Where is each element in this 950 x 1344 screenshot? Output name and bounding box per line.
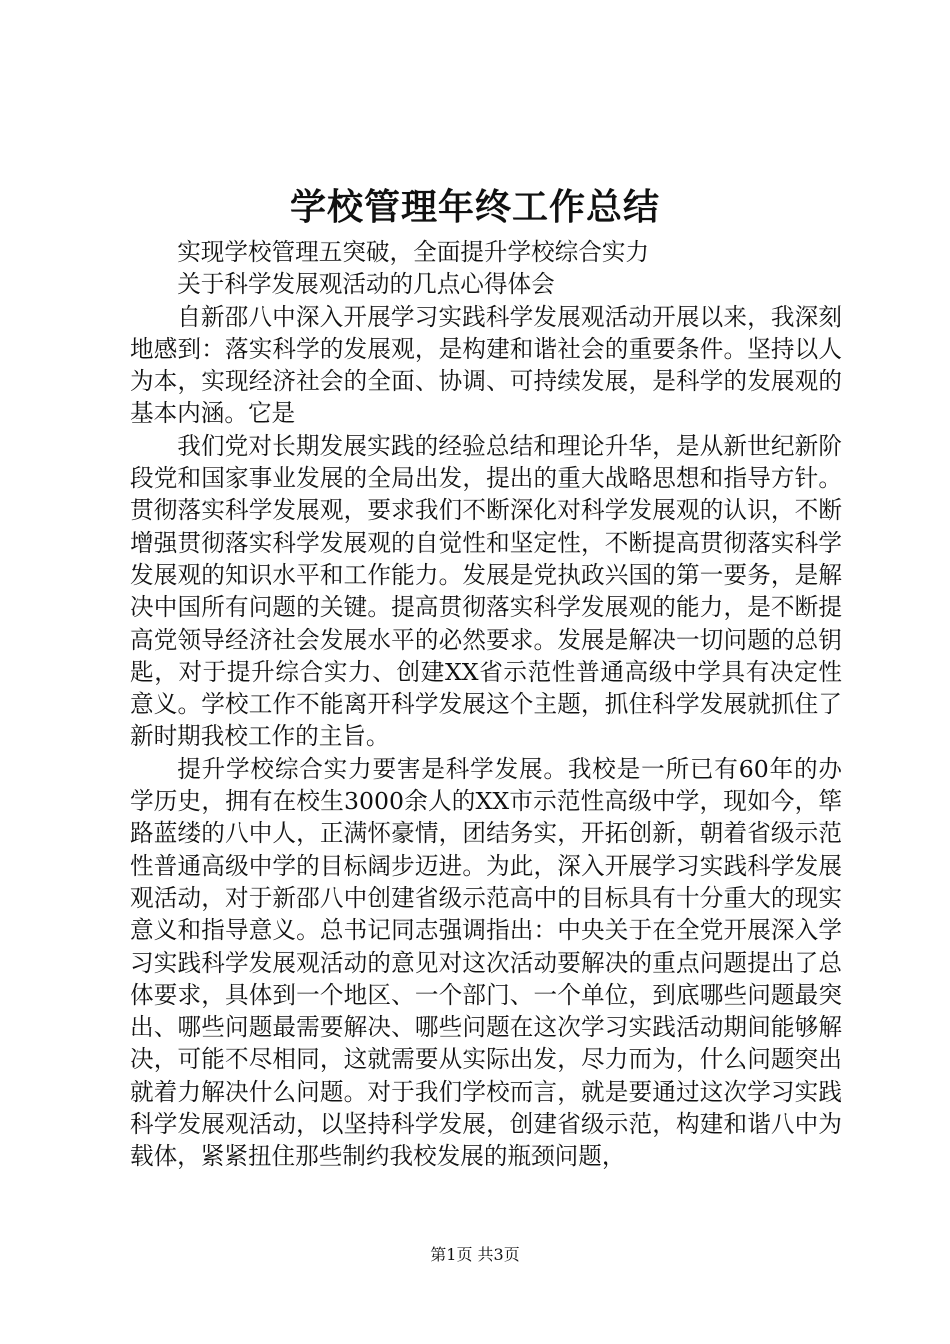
subtitle-line: 实现学校管理五突破，全面提升学校综合实力 (177, 238, 650, 266)
body-paragraph: 自新邵八中深入开展学习实践科学发展观活动开展以来，我深刻地感到：落实科学的发展观，是构建和谐社会的重要条件。坚持以人为本，实现经济社会的全面、协调、可持续发展，是科学的发展观的基本内涵。它是 (130, 302, 842, 428)
document-body (130, 236, 842, 1173)
body-paragraph: 我们党对长期发展实践的经验总结和理论升华，是从新世纪新阶段党和国家事业发展的全局出发，提出的重大战略思想和指导方针。贯彻落实科学发展观，要求我们不断深化对科学发展观的认识，不断增强贯彻落实科学发展观的自觉性和坚定性，不断提高贯彻落实科学发展观的知识水平和工作能力。发展是党执政兴国的第一要务，是解决中国所有问题的关键。提高贯彻落实科学发展观的能力，是不断提高党领导经济社会发展水平的必然要求。发展是解决一切问题的总钥匙，对于提升综合实力、创建XX省示范性普通高级中学具有决定性意义。学校工作不能离开科学发展这个主题，抓住科学发展就抓住了新时期我校工作的主旨。 (130, 431, 842, 751)
document-title: 学校管理年终工作总结 (289, 186, 660, 228)
page-footer: 第1页 共3页 (430, 1245, 520, 1264)
body-paragraph: 提升学校综合实力要害是科学发展。我校是一所已有60年的办学历史，拥有在校生3000余人的XX市示范性高级中学，现如今，筚路蓝缕的八中人，正满怀豪情，团结务实，开拓创新，朝着省级示范性普通高级中学的目标阔步迈进。为此，深入开展学习实践科学发展观活动，对于新邵八中创建省级示范高中的目标具有十分重大的现实意义和指导意义。总书记同志强调指出：中央关于在全党开展深入学习实践科学发展观活动的意见对这次活动要解决的重点问题提出了总体要求，具体到一个地区、一个部门、一个单位，到底哪些问题最突出、哪些问题最需要解决、哪些问题在这次学习实践活动期间能够解决，可能不尽相同，这就需要从实际出发，尽力而为，什么问题突出就着力解决什么问题。对于我们学校而言，就是要通过这次学习实践科学发展观活动，以坚持科学发展，创建省级示范，构建和谐八中为载体，紧紧扭住那些制约我校发展的瓶颈问题， (130, 754, 842, 1171)
subtitle-line: 关于科学发展观活动的几点心得体会 (177, 270, 555, 299)
